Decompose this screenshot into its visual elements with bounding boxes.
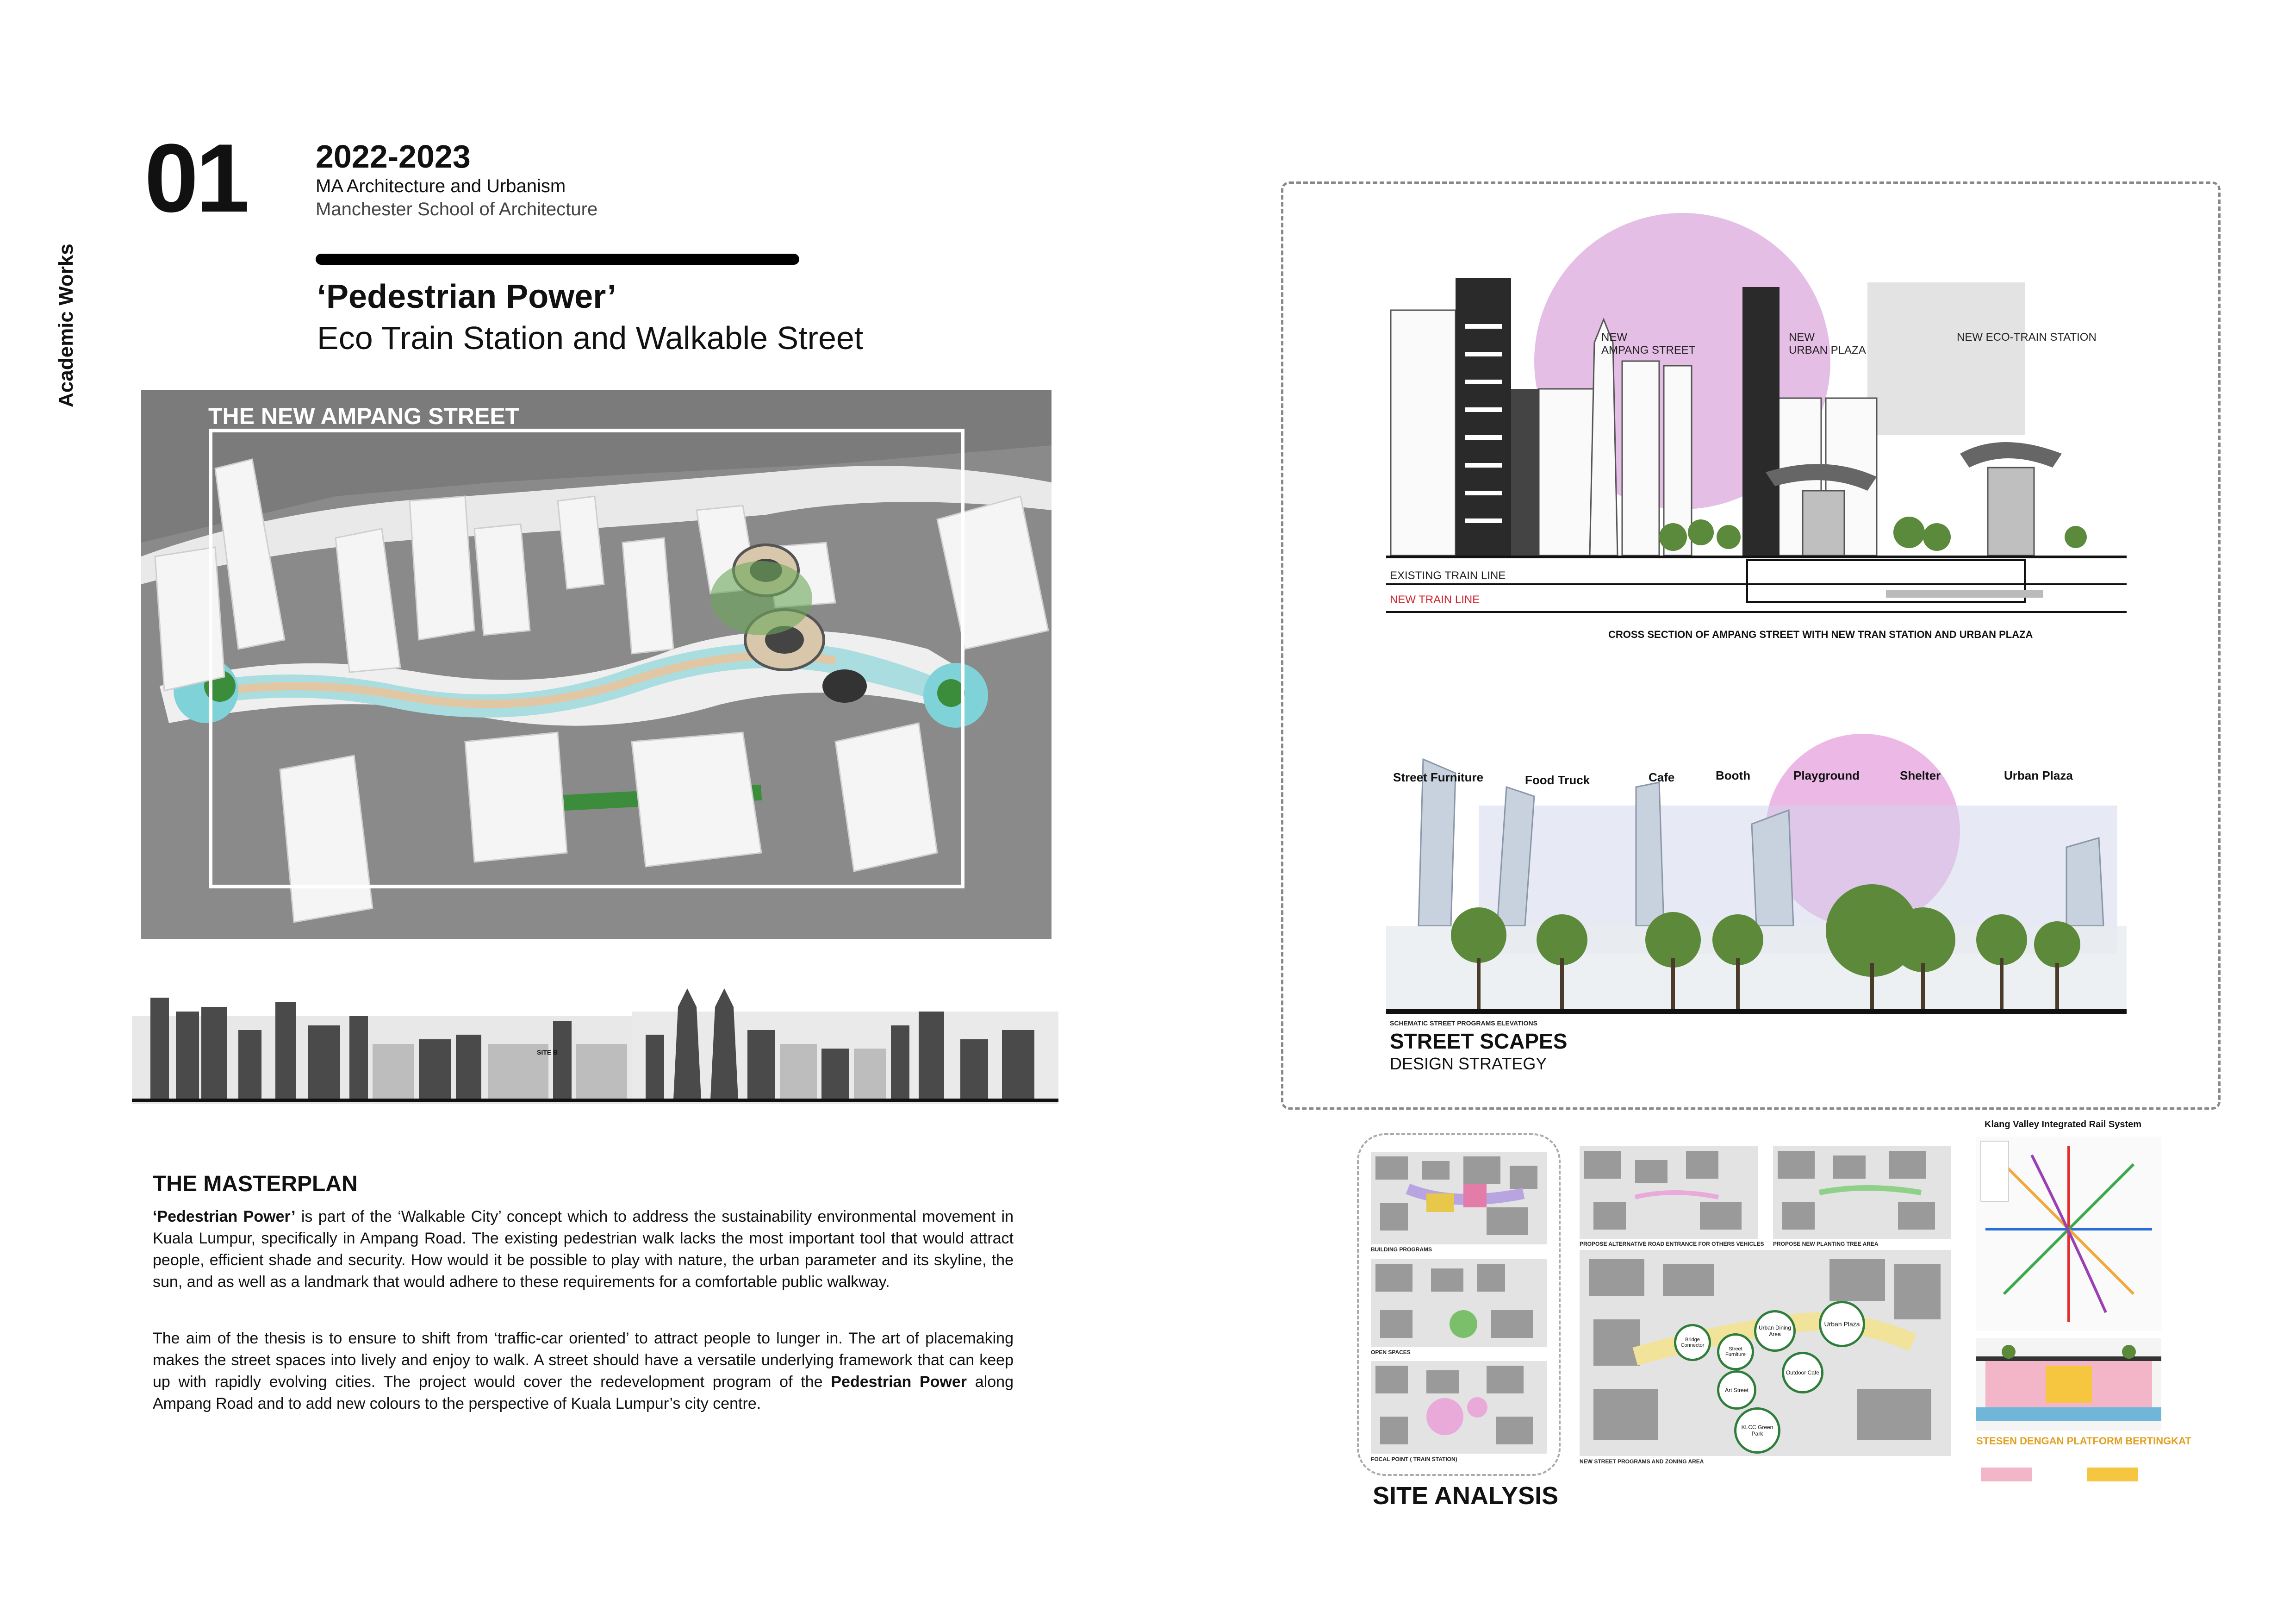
program-shelter: Shelter (1900, 768, 1941, 782)
program-street-furniture: Street Furniture (1393, 770, 1484, 784)
map-building-programs (1371, 1152, 1547, 1244)
zone-bridge-connector: Bridge Connector (1674, 1324, 1711, 1361)
program-food-truck: Food Truck (1525, 773, 1590, 787)
skyline-illustration (132, 988, 1058, 1109)
para1-bold: ‘Pedestrian Power’ (153, 1208, 296, 1225)
masterplan-illustration (141, 390, 1052, 939)
label-new-ampang-street: NEW AMPANG STREET (1601, 331, 1696, 356)
caption-planting-area: PROPOSE NEW PLANTING TREE AREA (1773, 1241, 1879, 1247)
para2-bold: Pedestrian Power (831, 1373, 967, 1391)
map-planting-area (1773, 1146, 1951, 1239)
cross-section-illustration (1386, 213, 2127, 648)
zone-urban-dining: Urban Dining Area (1754, 1310, 1796, 1352)
zone-outdoor-cafe: Outdoor Cafe (1782, 1352, 1823, 1393)
year-range: 2022-2023 (316, 138, 471, 175)
project-number: 01 (144, 124, 247, 232)
label-existing-train-line: EXISTING TRAIN LINE (1390, 569, 1506, 582)
streetscape-subtitle: DESIGN STRATEGY (1390, 1054, 1547, 1073)
station-caption: STESEN DENGAN PLATFORM BERTINGKAT (1976, 1435, 2191, 1447)
label-new-eco-train-station: NEW ECO-TRAIN STATION (1957, 331, 2097, 344)
rail-map (1976, 1137, 2161, 1331)
masterplan-paragraph-2 (153, 1328, 1014, 1415)
title-divider (316, 254, 799, 265)
station-detail-b (2087, 1468, 2138, 1481)
caption-zoning-area: NEW STREET PROGRAMS AND ZONING AREA (1580, 1458, 1704, 1465)
skyline-elevation (132, 988, 1058, 1109)
map-focal-point (1371, 1361, 1547, 1454)
streetscape-elevation (1386, 731, 2127, 1079)
rail-title: Klang Valley Integrated Rail System (1985, 1119, 2142, 1130)
program-playground: Playground (1793, 768, 1860, 782)
masterplan-heading: THE MASTERPLAN (153, 1172, 358, 1196)
project-subtitle: Eco Train Station and Walkable Street (317, 320, 864, 356)
skyline-site-label: SITE B (537, 1049, 558, 1056)
program-booth: Booth (1716, 768, 1751, 782)
streetscape-small-caption: SCHEMATIC STREET PROGRAMS ELEVATIONS (1390, 1019, 1537, 1027)
station-section (1976, 1338, 2161, 1430)
side-label: Academic Works (55, 244, 77, 407)
project-title: ‘Pedestrian Power’ (317, 278, 616, 315)
zone-klcc-green-park: KLCC Green Park (1734, 1407, 1780, 1454)
streetscape-title: STREET SCAPES (1390, 1029, 1568, 1053)
school-name: Manchester School of Architecture (316, 199, 598, 219)
zone-urban-plaza: Urban Plaza (1819, 1301, 1865, 1347)
para1-text: is part of the ‘Walkable City’ concept which to address the sustainability environmental movement in Kuala Lumpur, specifically in Ampang Road. The existing pedestrian walk lacks the most important tool that would attract people, efficient shade and security. How would it be possible to play with nature, the urban parameter and its skyline, the sun, and as well as a landmark that would adhere to these requirements for a comfortable public walkway. (153, 1208, 1014, 1291)
program-cafe: Cafe (1649, 770, 1675, 784)
masterplan-render (141, 390, 1052, 939)
programme-name: MA Architecture and Urbanism (316, 176, 566, 196)
map-open-spaces (1371, 1259, 1547, 1347)
site-analysis-title: SITE ANALYSIS (1373, 1482, 1559, 1510)
para2-a: The aim of the thesis is to ensure to shift from ‘traffic-car oriented’ to attract people to lunger in. The art of placemaking makes the street spaces into lively and enjoy to walk. A street should have a versatile underlying framework that can keep up with rapidly evolving cities. The project would cover the redevelopment program of the (153, 1330, 1014, 1391)
caption-building-programs: BUILDING PROGRAMS (1371, 1246, 1432, 1253)
label-new-train-line: NEW TRAIN LINE (1390, 593, 1480, 606)
label-new-urban-plaza: NEW URBAN PLAZA (1789, 331, 1866, 356)
cross-section (1386, 213, 2127, 648)
caption-focal-point: FOCAL POINT ( TRAIN STATION) (1371, 1456, 1457, 1462)
program-urban-plaza: Urban Plaza (2004, 768, 2073, 782)
zone-art-street: Art Street (1717, 1370, 1756, 1410)
station-detail-a (1981, 1468, 2032, 1481)
zone-street-furniture: Street Furniture (1717, 1333, 1754, 1370)
cross-section-caption: CROSS SECTION OF AMPANG STREET WITH NEW TRAN STATION AND URBAN PLAZA (1608, 629, 2033, 640)
map-road-entrance (1580, 1146, 1758, 1239)
caption-road-entrance: PROPOSE ALTERNATIVE ROAD ENTRANCE FOR OTHERS VEHICLES (1580, 1241, 1764, 1247)
masterplan-paragraph-1 (153, 1206, 1014, 1293)
para2-b: along Ampang Road and to add new colours to the perspective of Kuala Lumpur’s city centre. (153, 1373, 1014, 1412)
masterplan-label: THE NEW AMPANG STREET (208, 403, 520, 429)
caption-open-spaces: OPEN SPACES (1371, 1349, 1411, 1355)
